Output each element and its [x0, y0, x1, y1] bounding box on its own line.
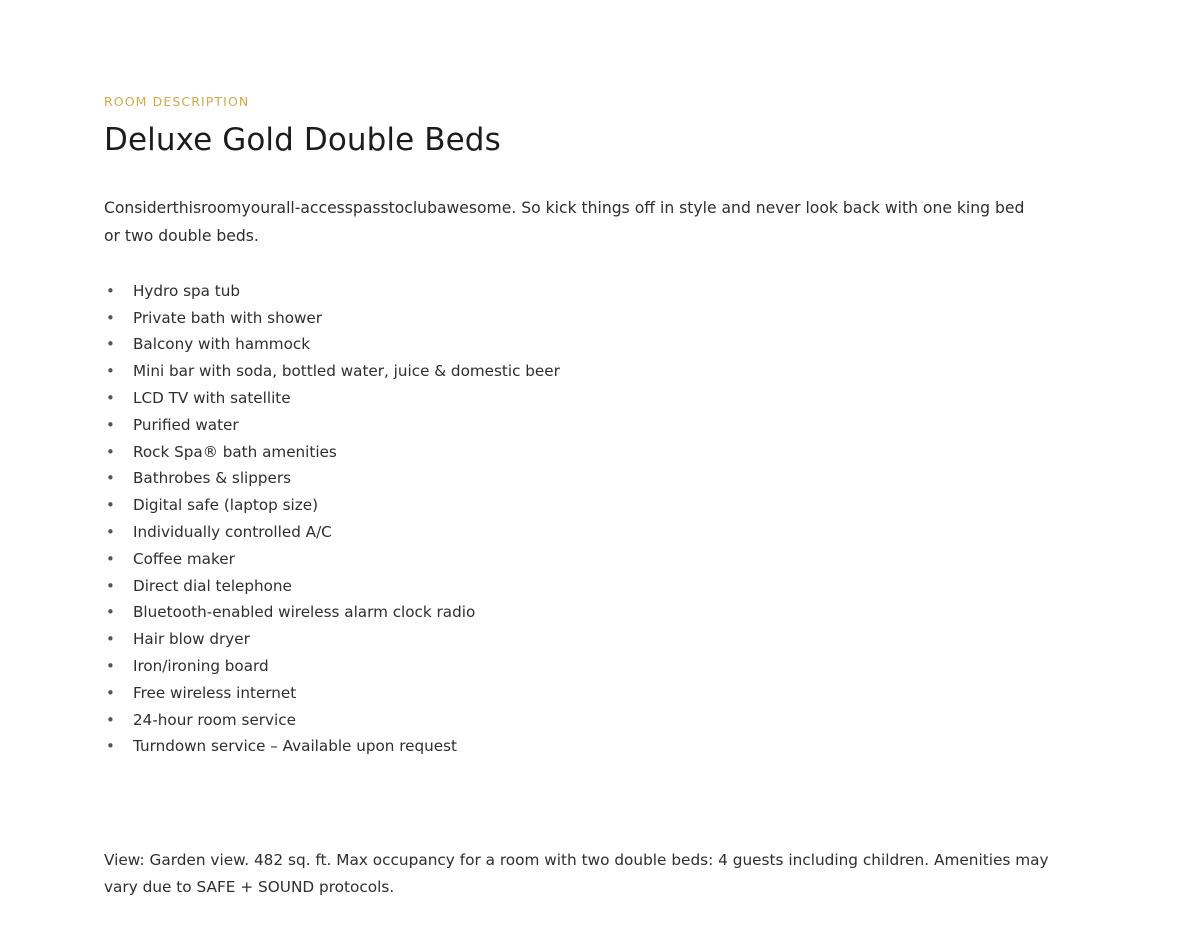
bullet-icon: • — [106, 683, 115, 702]
list-item-label: Iron/ironing board — [133, 656, 269, 675]
bullet-icon: • — [106, 362, 115, 381]
bullet-icon: • — [106, 335, 115, 354]
list-item — [104, 599, 1074, 626]
list-item — [104, 707, 1074, 734]
bullet-icon: • — [106, 281, 115, 300]
bullet-icon: • — [106, 737, 115, 756]
bullet-icon: • — [106, 656, 115, 675]
list-item-label: Direct dial telephone — [133, 576, 292, 595]
list-item — [104, 439, 1074, 466]
list-item-label: Balcony with hammock — [133, 335, 311, 354]
bullet-icon: • — [106, 442, 115, 461]
list-item — [104, 385, 1074, 412]
list-item-label: Coffee maker — [133, 549, 235, 568]
list-item — [104, 331, 1074, 358]
room-description-content — [104, 94, 1074, 760]
list-item — [104, 358, 1074, 385]
page-title: Deluxe Gold Double Beds — [104, 122, 501, 158]
list-item-label: Digital safe (laptop size) — [133, 496, 319, 515]
list-item — [104, 519, 1074, 546]
list-item-label: Private bath with shower — [133, 308, 323, 327]
bullet-icon: • — [106, 549, 115, 568]
list-item-label: Turndown service – Available upon request — [133, 737, 457, 756]
list-item — [104, 305, 1074, 332]
list-item — [104, 680, 1074, 707]
bullet-icon: • — [106, 415, 115, 434]
bullet-icon: • — [106, 630, 115, 649]
intro-paragraph: Considerthisroomyourall-accesspasstoclubawesome. So kick things off in style and never look back with one king bed or two double beds. — [104, 198, 1025, 245]
list-item-label: Hair blow dryer — [133, 630, 250, 649]
bullet-icon: • — [106, 576, 115, 595]
bullet-icon: • — [106, 496, 115, 515]
list-item-label: Rock Spa® bath amenities — [133, 442, 337, 461]
list-item-label: Free wireless internet — [133, 683, 297, 702]
list-item-label: Individually controlled A/C — [133, 522, 332, 541]
list-item — [104, 412, 1074, 439]
list-item-label: Bathrobes & slippers — [133, 469, 292, 488]
list-item-label: Bluetooth-enabled wireless alarm clock radio — [133, 603, 476, 622]
list-item-label: 24-hour room service — [133, 710, 296, 729]
list-item — [104, 653, 1074, 680]
bullet-icon: • — [106, 469, 115, 488]
section-eyebrow: ROOM DESCRIPTION — [104, 94, 250, 109]
list-item — [104, 492, 1074, 519]
list-item — [104, 546, 1074, 573]
list-item — [104, 465, 1074, 492]
list-item — [104, 733, 1074, 760]
list-item-label: Mini bar with soda, bottled water, juice & domestic beer — [133, 362, 560, 381]
bullet-icon: • — [106, 710, 115, 729]
bullet-icon: • — [106, 603, 115, 622]
bullet-icon: • — [106, 308, 115, 327]
list-item-label: LCD TV with satellite — [133, 388, 291, 407]
list-item-label: Hydro spa tub — [133, 281, 240, 300]
amenities-list — [104, 278, 1074, 760]
bullet-icon: • — [106, 522, 115, 541]
list-item — [104, 573, 1074, 600]
list-item-label: Purified water — [133, 415, 239, 434]
list-item — [104, 278, 1074, 305]
bullet-icon: • — [106, 388, 115, 407]
list-item — [104, 626, 1074, 653]
footnote-text: View: Garden view. 482 sq. ft. Max occupancy for a room with two double beds: 4 guests including children. Amenities may vary due to SAFE + SOUND protocols. — [104, 851, 1049, 896]
